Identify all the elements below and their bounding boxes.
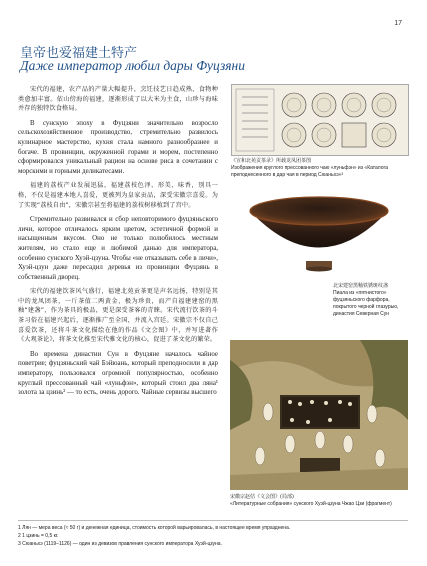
jian-ware-bowl-image bbox=[230, 189, 408, 277]
tea-cake-drawings bbox=[232, 85, 408, 155]
page-number: 17 bbox=[394, 20, 402, 27]
bowl-caption-ru: Пиала из «пятнистого» фуцзяньского фарфора, покрытого черной глазурью, династия Северная Сун bbox=[333, 290, 399, 317]
painting-drawing bbox=[230, 340, 408, 490]
tea-cake-caption-zh: 《宣和北苑贡茶录》所载龙凤团茶图 bbox=[231, 158, 312, 164]
paragraph-ru-2: Стремительно развивался и сбор неповторимого фуцзяньского личи, которое отличалось ярким цветом, эстетичной формой и насыщенным вкусом. Оно не только полюбилось местным жителям, но стало еще и любимой данью для императора, особенно сунского Хуэй-цзуна. Чтобы «не отказывать себе в личи», Хуэй-цзун даже пересадил деревья из провинции Фуцзянь в собственный дворец. bbox=[18, 216, 218, 281]
bowl-caption bbox=[333, 283, 413, 318]
bowl-drawing bbox=[230, 189, 408, 277]
footnote-1: 1 Лян — мера веса (≈ 50 г) и денежная единица, стоимость которой варьировалась, в настоящее время упразднена. bbox=[18, 525, 291, 531]
painting-caption-zh: 宋徽宗赵佶《文会图》(局部) bbox=[230, 494, 294, 500]
paragraph-zh-1: 宋代的福建，农产品的产量大幅提升，烹饪技艺日趋成熟，食物种类愈加丰富。依山傍海的福建，逐渐形成了以大米为主食，山珍与海味并存的独特饮食格局。 bbox=[18, 86, 218, 113]
paragraph-ru-3: Во времена династии Сун в Фуцзяне началось чайное поветрие; фуцзяньский чай Бэйюань, который преподносили в дар императору, пользовался огромной популярностью, особенно круглый прессованный чай «луньфэн», который стоил два ляна¹ золота за цзинь² — то есть, очень дорого. Чайные сервизы высшего bbox=[18, 350, 218, 397]
paragraph-ru-1: В сунскую эпоху в Фуцзяни значительно возросло сельскохозяйственное производство, стремительно развилось кулинарное мастерство, кухня стала намного разнообразнее и богаче. В провинции, окруженной горами и морем, постепенно сформировался уникальный рацион на основе риса в сочетании с морскими и горными деликатесами. bbox=[18, 119, 218, 175]
paragraph-zh-2: 福建的荔枝产业发展迅猛，福建荔枝色泽、形美、味香，别具一格，不仅是福建本地人喜爱，更被列为皇家贡品，深受宋徽宗喜爱。为了实现“荔枝自由”，宋徽宗甚至将福建的荔枝树移植到了宫中。 bbox=[18, 182, 218, 209]
tea-cake-illustrations-image bbox=[231, 84, 409, 156]
footnotes bbox=[18, 520, 408, 548]
tea-cake-caption bbox=[231, 158, 407, 179]
literary-gathering-painting-image bbox=[230, 340, 408, 490]
page-title-russian: Даже император любил дары Фуцзяни bbox=[20, 58, 245, 73]
footnote-2: 2 1 цзинь = 0,5 кг. bbox=[18, 533, 59, 539]
tea-cake-caption-ru: Изображения круглого прессованного чаю «луньфэн» из «Каталога преподнесенного в дар чая в период Сюаньхэ»³ bbox=[231, 165, 389, 178]
main-text-column bbox=[18, 85, 218, 403]
painting-caption-ru: «Литературные собрания» сунского Хуэй-цзуна Чжао Цзи (фрагмент) bbox=[230, 501, 392, 507]
bowl-caption-zh: 北宋建窑黑釉铁锈斑纹盏 bbox=[333, 283, 389, 289]
page-title-chinese: 皇帝也爱福建土特产 bbox=[20, 46, 138, 61]
painting-caption bbox=[230, 494, 410, 508]
footnote-3: 3 Сюаньхэ (1119–1126) — один из девизов правления сунского императора Хуэй-цзуна. bbox=[18, 541, 222, 547]
paragraph-zh-3: 宋代的福建饮茶风气盛行，福建北苑贡茶更是声名远扬，特别是其中的龙凤团茶，一斤茶值二两黄金，极为珍贵，而产自福建建窑的黑釉“建盏”，作为茶具的极品，更是深受茶客的青睐。宋代流行饮茶的斗茶习俗在福建兴起后，逐渐推广至全国，并流入宫廷。宋徽宗不仅自己喜爱饮茶，还将斗茶文化描绘在他的作品《文会图》中，并写进著作《大观茶论》，将茶文化推至宋代雅文化的核心，促进了茶文化的繁荣。 bbox=[18, 288, 218, 344]
